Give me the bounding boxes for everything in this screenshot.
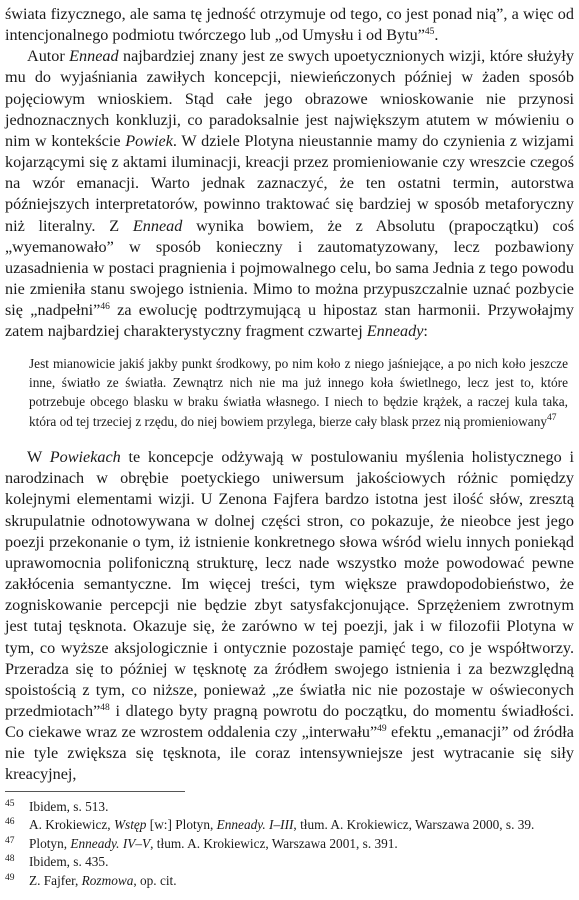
footnote-number: 46 [5,817,15,828]
footnote-text: Z. Fajfer, [29,873,82,888]
footnote-text: , tłum. A. Krokiewicz, Warszawa 2000, s. 39. [293,817,535,833]
footnote-text: Ibidem, s. 435. [29,854,109,870]
footnote-number: 47 [5,835,15,846]
footnote-ref[interactable]: 48 [100,703,110,713]
footnote-number: 48 [5,854,15,865]
footnote-ref[interactable]: 45 [424,27,435,38]
footnote-49 [5,872,574,891]
footnote-text: , tłum. A. Krokiewicz, Warszawa 2001, s. 391. [150,835,398,851]
footnote-ref[interactable]: 49 [377,724,387,735]
footnote-text: Plotyn, [29,835,71,851]
footnote-number: 49 [5,873,15,883]
footnote-text: , op. cit. [133,873,177,888]
paragraph-plotinus: Autor Ennead najbardziej znany jest ze swych upoetycznionych wizji, które służyły mu do wyjaśniania zawiłych koncepcji, niewieńczonych później w żaden sposób pojęciowym wnioskiem. Stąd całe jego obrazowe wnioskowanie nie przynosi jednoznacznych konkluzji, co paradoksalnie jest największym atutem w mówieniu o nim w kontekście Powiek. W dziele Plotyna nieustannie mamy do czynienia z wizjami kojarzącymi się z aktami iluminacji, kreacji przez promieniowanie czy wreszcie czegoś na wzór emanacji. Warto jednak zaznaczyć, że ten ostatni termin, autorstwa późniejszych interpretatorów, powinno traktować się bardziej w sposób metaforyczny niż literalny. Z Ennead wynika bowiem, że z Absolutu (prapoczątku) coś „wyemanowało” w sposób konieczny i zautomatyzowany, lecz pozbawiony uzasadnienia w postaci pragnienia i pojmowalnego celu, bo sama Jednia z tego powodu nie zmieniła stanu swojego istnienia. Mimo to można przypuszczalnie uznać pozbycie się „nadpełni”$^{46}$ za ewolucję podtrzymującą u hipostaz stan harmonii. Przywołajmy zatem najbardziej charakterystyczny fragment czwartej Enneady: [5,47,575,341]
footnote-46 [5,816,574,835]
footnote-ref[interactable]: 46 [100,302,110,313]
footnote-text: Enneady. I–III [216,817,294,833]
paragraph-continuation: świata fizycznego, ale sama tę jedność otrzymuje od tego, co jest ponad nią”, a więc od intencjonalnego podmiotu twórczego lub „od Umysłu i od Bytu”$^{45}$. [5,5,574,45]
footnotes-list [5,798,574,891]
footnote-ref[interactable]: 47 [547,412,557,423]
footnote-text: Enneady. IV–V [70,835,151,851]
paragraph-powieki: W Powiekach te koncepcje odżywają w postulowaniu myślenia holistycznego i narodzinach w obrębie poetyckiego uniwersum jakościowych różnic pomiędzy kolejnymi elementami wizji. U Zenona Fajfera bardzo istotna jest ilość słów, zresztą skrupulatnie odnotowywana w dolnej części stron, co pokazuje, że nieobce jest jego poezji przekonanie o tym, iż istnienie konkretnego słowa wśród wielu innych poniekąd uprawomocnia polifoniczną strukturę, lecz nade wszystko może powodować pewne zakłócenia semantyczne. Im więcej treści, tym większe prawdopodobieństwo, że zogniskowanie percepcji nie będzie zbyt satysfakcjonujące. Sprzężeniem zwrotnym jest tutaj tęsknota. Okazuje się, że zarówno w tej poezji, jak i w filozofii Plotyna w tym, co wyższe aksjologicznie i ontycznie pozostaje pamięć tego, co je współtworzy. Przeradza się to później w tęsknotę za źródłem swojego istnienia i za bezwzględną spoistością z tym, co niższe, ponieważ „ze światła nic nie pozostaje w oświeconych przedmiotach”$^{48}$ i dlatego byty pragną powrotu do początku, do momentu świadłości. Co ciekawe wraz ze wzrostem oddalenia czy „interwału”$^{49}$ efektu „emanacji” od źródła nie tyle zwiększa się tęsknota, ile coraz intensywniejsze jest wytracanie się siły kreacyjnej, [5,448,574,784]
footnote-text: Wstęp [113,817,147,833]
block-quote: Jest mianowicie jakiś jakby punkt środkowy, po nim koło z niego jaśniejące, a po nich koło jeszcze inne, światło ze światła. Zewnątrz nich nie ma już innego koła świetlnego, lecz jest to, które potrzebuje obcego blasku w braku światła własnego. I niech to będzie krążek, a raczej kula taka, która od tej trzeciej z rzędu, do niej bowiem przylega, bierze cały blask przez nią promieniowany$^{47}$ [29,355,568,429]
footnote-45 [5,798,574,817]
footnote-text: [w:] Plotyn, [146,817,217,833]
footnote-text: A. Krokiewicz, [29,817,114,833]
book-page [5,4,574,891]
footnote-48 [5,853,574,872]
footnote-number: 45 [5,798,15,809]
footnote-text: Rozmowa [81,873,134,888]
footnote-text: Ibidem, s. 513. [29,798,109,814]
footnote-47 [5,835,574,854]
footnote-divider [5,791,185,792]
